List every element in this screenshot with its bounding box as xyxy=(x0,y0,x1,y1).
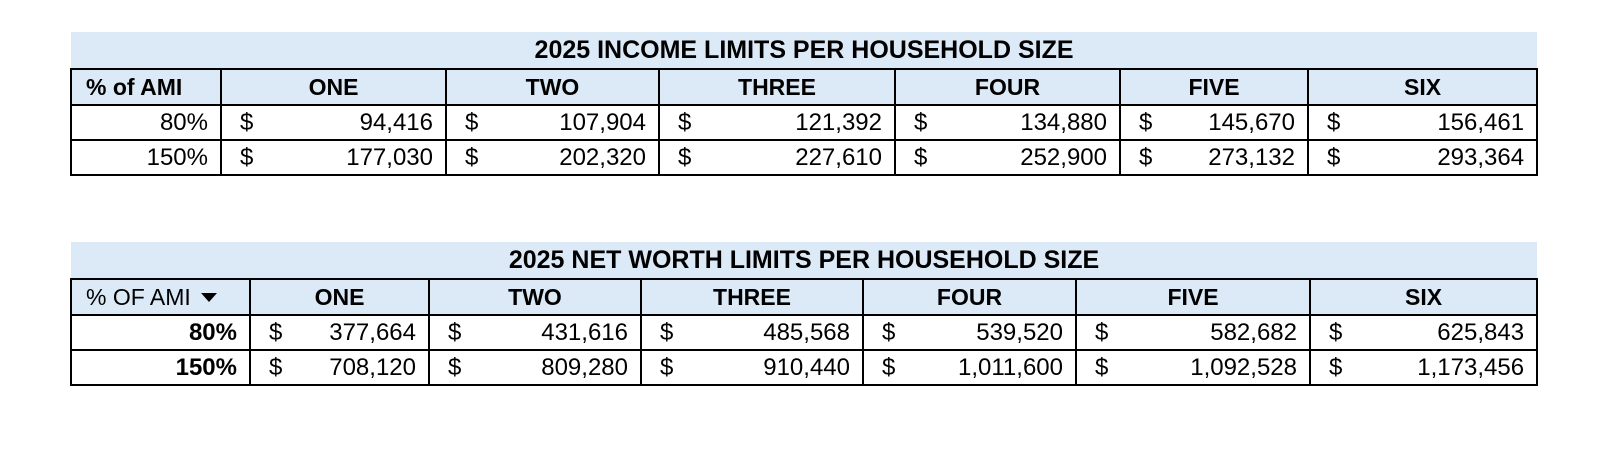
income-cell xyxy=(1120,105,1308,140)
income-cell xyxy=(1308,140,1537,175)
income-header-pct-ami: % of AMI xyxy=(71,69,221,105)
income-header-six: SIX xyxy=(1308,69,1537,105)
currency-symbol: $ xyxy=(914,108,928,136)
networth-header-five: FIVE xyxy=(1076,279,1310,315)
networth-cell xyxy=(863,350,1076,385)
currency-symbol: $ xyxy=(465,108,479,136)
currency-symbol: $ xyxy=(1327,143,1341,171)
income-row-pct: 150% xyxy=(71,140,221,175)
networth-value: 625,843 xyxy=(1437,318,1525,346)
income-row-pct: 80% xyxy=(71,105,221,140)
networth-cell xyxy=(863,315,1076,350)
filter-dropdown-icon[interactable] xyxy=(201,293,217,302)
networth-value: 910,440 xyxy=(763,353,850,381)
currency-symbol: $ xyxy=(678,108,692,136)
currency-symbol: $ xyxy=(882,318,896,346)
income-value: 134,880 xyxy=(1020,108,1107,136)
income-cell xyxy=(659,140,895,175)
networth-row-150 xyxy=(71,350,1537,385)
networth-row-80 xyxy=(71,315,1537,350)
networth-value: 1,011,600 xyxy=(958,353,1063,381)
networth-value: 1,092,528 xyxy=(1190,353,1297,381)
currency-symbol: $ xyxy=(465,143,479,171)
income-header-three: THREE xyxy=(659,69,895,105)
networth-header-two: TWO xyxy=(429,279,641,315)
net-worth-limits-table xyxy=(70,242,1538,386)
currency-symbol: $ xyxy=(1139,143,1153,171)
income-header-four: FOUR xyxy=(895,69,1120,105)
networth-value: 485,568 xyxy=(763,318,850,346)
networth-cell xyxy=(250,315,429,350)
networth-cell xyxy=(1310,315,1537,350)
currency-symbol: $ xyxy=(678,143,692,171)
income-cell xyxy=(1308,105,1537,140)
networth-header-six: SIX xyxy=(1310,279,1537,315)
income-value: 177,030 xyxy=(346,143,433,171)
networth-cell xyxy=(429,315,641,350)
networth-row-pct: 80% xyxy=(71,315,250,350)
income-cell xyxy=(659,105,895,140)
currency-symbol: $ xyxy=(448,353,462,381)
networth-value: 582,682 xyxy=(1210,318,1297,346)
networth-value: 1,173,456 xyxy=(1417,353,1525,381)
currency-symbol: $ xyxy=(240,143,254,171)
currency-symbol: $ xyxy=(448,318,462,346)
income-cell xyxy=(1120,140,1308,175)
income-value: 94,416 xyxy=(359,108,433,136)
income-cell xyxy=(221,140,446,175)
networth-cell xyxy=(1076,350,1310,385)
networth-value: 539,520 xyxy=(976,318,1063,346)
networth-header-pct-ami-label: % OF AMI xyxy=(86,283,191,310)
currency-symbol: $ xyxy=(1329,318,1343,346)
networth-value: 431,616 xyxy=(541,318,628,346)
income-header-two: TWO xyxy=(446,69,659,105)
currency-symbol: $ xyxy=(1139,108,1153,136)
income-row-150 xyxy=(71,140,1537,175)
currency-symbol: $ xyxy=(660,353,674,381)
income-cell xyxy=(895,140,1120,175)
income-limits-table xyxy=(70,32,1538,176)
networth-cell xyxy=(641,350,863,385)
networth-value: 377,664 xyxy=(329,318,416,346)
income-table-title: 2025 INCOME LIMITS PER HOUSEHOLD SIZE xyxy=(71,32,1537,69)
networth-header-pct-ami[interactable] xyxy=(71,279,250,315)
currency-symbol: $ xyxy=(240,108,254,136)
networth-cell xyxy=(641,315,863,350)
networth-cell xyxy=(1076,315,1310,350)
income-value: 227,610 xyxy=(795,143,882,171)
networth-header-three: THREE xyxy=(641,279,863,315)
networth-table-title: 2025 NET WORTH LIMITS PER HOUSEHOLD SIZE xyxy=(71,242,1537,279)
currency-symbol: $ xyxy=(1095,318,1109,346)
currency-symbol: $ xyxy=(269,353,283,381)
currency-symbol: $ xyxy=(914,143,928,171)
networth-row-pct: 150% xyxy=(71,350,250,385)
income-value: 252,900 xyxy=(1020,143,1107,171)
currency-symbol: $ xyxy=(1329,353,1343,381)
currency-symbol: $ xyxy=(882,353,896,381)
currency-symbol: $ xyxy=(1095,353,1109,381)
income-value: 145,670 xyxy=(1208,108,1295,136)
income-value: 293,364 xyxy=(1437,143,1525,171)
income-cell xyxy=(446,140,659,175)
income-value: 107,904 xyxy=(559,108,646,136)
income-header-one: ONE xyxy=(221,69,446,105)
networth-value: 809,280 xyxy=(541,353,628,381)
currency-symbol: $ xyxy=(1327,108,1341,136)
currency-symbol: $ xyxy=(660,318,674,346)
networth-cell xyxy=(250,350,429,385)
income-cell xyxy=(446,105,659,140)
currency-symbol: $ xyxy=(269,318,283,346)
income-header-five: FIVE xyxy=(1120,69,1308,105)
income-value: 156,461 xyxy=(1437,108,1525,136)
networth-header-one: ONE xyxy=(250,279,429,315)
networth-cell xyxy=(429,350,641,385)
income-value: 273,132 xyxy=(1208,143,1295,171)
income-row-80 xyxy=(71,105,1537,140)
income-cell xyxy=(221,105,446,140)
networth-header-four: FOUR xyxy=(863,279,1076,315)
income-cell xyxy=(895,105,1120,140)
networth-value: 708,120 xyxy=(329,353,416,381)
income-value: 121,392 xyxy=(795,108,882,136)
networth-cell xyxy=(1310,350,1537,385)
income-value: 202,320 xyxy=(559,143,646,171)
